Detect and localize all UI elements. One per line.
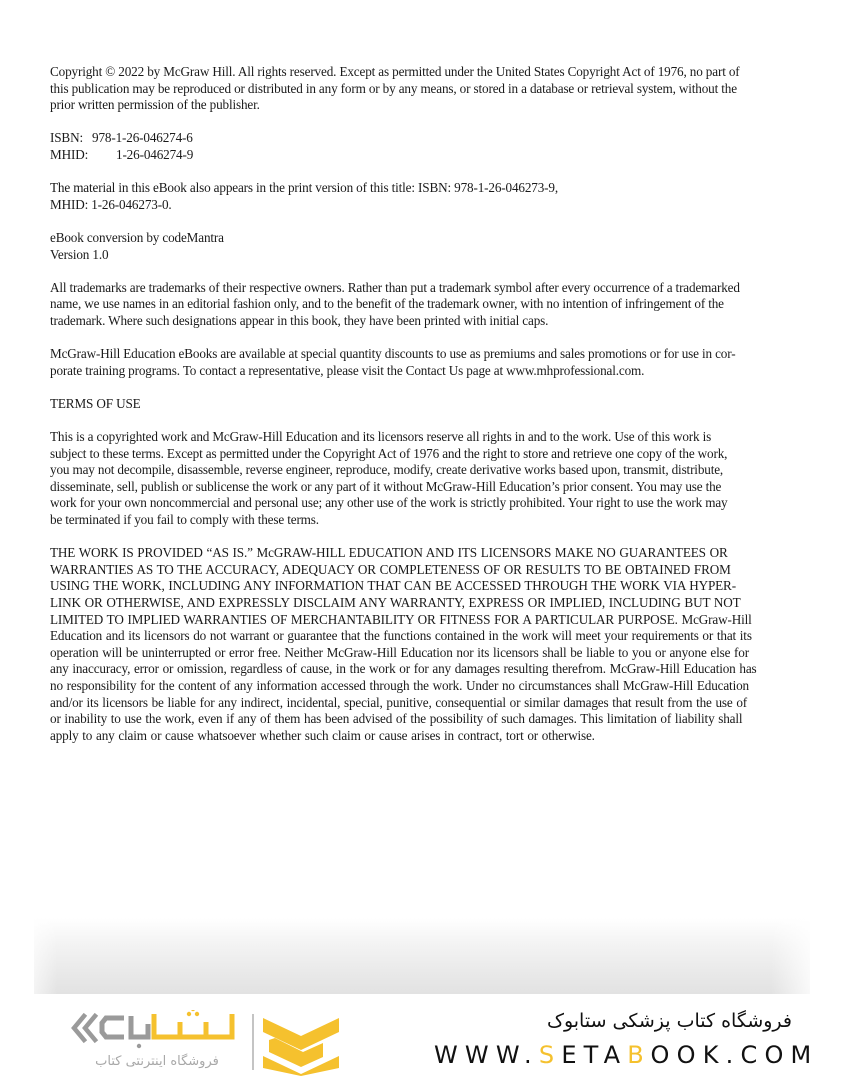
text-line: USING THE WORK, INCLUDING ANY INFORMATION THAT CAN BE ACCESSED THROUGH THE WORK VIA HYPER- [50,578,736,594]
print-version-note [50,180,796,213]
watermark-shadow-band [34,918,810,994]
copyright-page-body [50,64,796,761]
text-line: MHID: 1-26-046273-0. [50,196,172,212]
text-line: or inability to use the work, even if any of them has been advised of the possibility of such damages. This limitation of liability shall [50,711,743,727]
identifiers-block [50,130,796,163]
mhid-label: MHID: [50,146,89,162]
isbn-value: 978-1-26-046274-6 [92,130,193,146]
text-line: eBook conversion by codeMantra [50,229,224,245]
text-line: The material in this eBook also appears in the print version of this title: ISBN: 978-1-26-046273-9, [50,180,559,196]
text-line: this publication may be reproduced or distributed in any form or by any means, or stored in a database or retrieval system, without the [50,80,737,96]
url-accent-letter: S [538,1041,562,1069]
url-part: ETA [561,1041,628,1069]
text-line: Version 1.0 [50,246,109,262]
mhid-value: 1-26-046274-9 [116,146,194,162]
text-line: This is a copyrighted work and McGraw-Hill Education and its licensors reserve all rights in and to the work. Use of this work is [50,429,712,445]
text-line: THE WORK IS PROVIDED “AS IS.” McGRAW-HILL EDUCATION AND ITS LICENSORS MAKE NO GUARANTEES OR [50,545,728,561]
text-line: disseminate, sell, publish or sublicense the work or any part of it without McGraw-Hill Education’s prior consent. You may use the [50,478,722,494]
store-url [434,1041,818,1069]
text-line: trademark. Where such designations appear in this book, they have been printed with initial caps. [50,312,549,328]
conversion-note [50,230,796,263]
terms-body [50,429,796,529]
text-line: WARRANTIES AS TO THE ACCURACY, ADEQUACY OR COMPLETENESS OF OR RESULTS TO BE OBTAINED FROM [50,561,731,577]
text-line: any inaccuracy, error or omission, regardless of cause, in the work or for any damages resulting therefrom. McGraw-Hill Education has [50,661,757,677]
text-line: operation will be uninterrupted or error free. Neither McGraw-Hill Education nor its licensors shall be liable to you or anyone else for [50,644,749,660]
text-line: LIMITED TO IMPLIED WARRANTIES OF MERCHANTABILITY OR FITNESS FOR A PARTICULAR PURPOSE. McGraw-Hill [50,611,752,627]
logo-divider [252,1014,254,1070]
text-line: porate training programs. To contact a representative, please visit the Contact Us page at www.mhprofessional.com. [50,362,645,378]
terms-heading: TERMS OF USE [50,395,141,411]
text-line: All trademarks are trademarks of their respective owners. Rather than put a trademark symbol after every occurrence of a trademarked [50,279,740,295]
text-line: you may not decompile, disassemble, reverse engineer, reproduce, modify, create derivative works based upon, transmit, distribute, [50,462,724,478]
watermark-footer [0,994,844,1080]
isbn-label: ISBN: [50,130,83,146]
warranty-disclaimer [50,545,796,744]
isbn-line [50,130,796,147]
text-line: no responsibility for the content of any information accessed through the work. Under no circumstances shall McGraw-Hill Education [50,677,749,693]
copyright-notice [50,64,796,114]
text-line: LINK OR OTHERWISE, AND EXPRESSLY DISCLAIM ANY WARRANTY, EXPRESS OR IMPLIED, INCLUDING BUT NOT [50,595,741,610]
text-line: Copyright © 2022 by McGraw Hill. All rights reserved. Except as permitted under the United States Copyright Act of 1976, no part of [50,64,740,79]
text-line: and/or its licensors be liable for any indirect, incidental, special, punitive, consequential or similar damages that result from the use of [50,694,748,710]
discounts-notice [50,346,796,379]
url-accent-letter: B [627,1041,651,1069]
text-line: be terminated if you fail to comply with these terms. [50,512,319,528]
text-line: McGraw-Hill Education eBooks are available at special quantity discounts to use as premiums and sales promotions or for use in cor- [50,346,736,362]
text-line: apply to any claim or cause whatsoever whether such claim or cause arises in contract, tort or otherwise. [50,727,595,743]
text-line: prior written permission of the publisher. [50,97,260,113]
mhid-line [50,147,796,164]
text-line: name, we use names in an editorial fashion only, and to the benefit of the trademark owner, with no intention of infringement of the [50,296,724,312]
chevron-emblem-icon [263,1012,339,1076]
text-line: Education and its licensors do not warrant or guarantee that the functions contained in the work will meet your requirements or that its [50,628,752,644]
setabook-logo [68,1010,338,1074]
url-part: OOK.COM [650,1041,819,1069]
url-part: WWW. [434,1041,539,1069]
text-line: subject to these terms. Except as permitted under the Copyright Act of 1976 and the right to store and retrieve one copy of the work, [50,445,728,461]
store-name: فروشگاه کتاب پزشکی ستابوک [546,1010,792,1032]
logo-tagline: فروشگاه اینترنتی کتاب [95,1054,219,1069]
text-line: work for your own noncommercial and personal use; any other use of the work is strictly prohibited. Your right to use the work may [50,495,728,511]
trademarks-notice [50,280,796,330]
